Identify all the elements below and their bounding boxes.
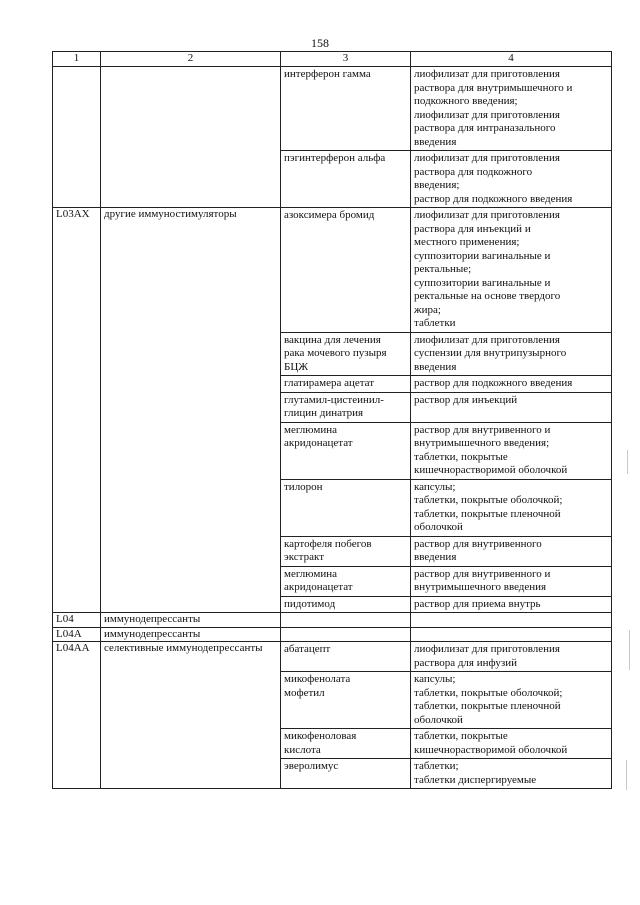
dosage-form-cell xyxy=(411,536,612,566)
dosage-form-cell xyxy=(411,759,612,789)
dosage-form-cell-line: таблетки диспергируемые xyxy=(414,773,537,786)
drug-name-cell xyxy=(281,376,411,393)
atc-group-cell xyxy=(101,566,281,596)
dosage-form-cell-line: лиофилизат для приготовления xyxy=(414,333,560,346)
dosage-form-cell-line: раствор для приема внутрь xyxy=(414,597,541,610)
dosage-form-cell-line: местного применения; xyxy=(414,236,520,248)
drug-name-cell-line: тилорон xyxy=(284,480,323,493)
dosage-form-cell-line: раствор для внутривенного и xyxy=(414,567,551,580)
dosage-form-cell xyxy=(411,332,612,376)
table-row xyxy=(53,479,612,536)
table-row xyxy=(53,566,612,596)
drug-name-cell-line: меглюмина xyxy=(284,423,337,436)
drug-name-cell-line: азоксимера бромид xyxy=(284,209,375,221)
drug-name-cell-line: вакцина для лечения xyxy=(284,333,381,346)
dosage-form-cell-line: введения xyxy=(414,135,457,148)
dosage-form-cell-line: кишечнорастворимой оболочкой xyxy=(414,464,568,476)
atc-group-cell: другие иммуностимуляторы xyxy=(101,208,281,333)
dosage-form-cell-line: кишечнорастворимой оболочкой xyxy=(414,743,568,756)
atc-code-cell: L03AX xyxy=(53,208,101,333)
atc-code-cell xyxy=(53,422,101,479)
dosage-form-cell xyxy=(411,67,612,151)
atc-code-cell: L04A xyxy=(53,627,101,642)
drug-table-body xyxy=(53,52,612,789)
drug-name-cell xyxy=(281,613,411,628)
atc-code-cell xyxy=(53,151,101,208)
dosage-form-cell-line: раствор для инъекций xyxy=(414,393,518,406)
table-row xyxy=(53,672,612,729)
dosage-form-cell xyxy=(411,566,612,596)
drug-name-cell xyxy=(281,422,411,479)
dosage-form-cell-line: лиофилизат для приготовления xyxy=(414,643,560,655)
dosage-form-cell-line: таблетки xyxy=(414,317,456,329)
drug-name-cell-line: глутамил-цистеинил- xyxy=(284,393,384,406)
table-row xyxy=(53,208,612,333)
atc-group-cell xyxy=(101,479,281,536)
column-header-2: 2 xyxy=(101,52,281,67)
page-number: 158 xyxy=(311,36,329,50)
drug-name-cell-line: микофеноловая xyxy=(284,730,357,742)
dosage-form-cell-line: лиофилизат для приготовления xyxy=(414,152,560,164)
dosage-form-cell-line: капсулы; xyxy=(414,673,456,685)
drug-name-cell-line: глатирамера ацетат xyxy=(284,377,375,389)
column-header-3: 3 xyxy=(281,52,411,67)
atc-code-cell: L04AA xyxy=(53,642,101,672)
table-row xyxy=(53,422,612,479)
atc-group-cell: иммунодепрессанты xyxy=(101,613,281,628)
drug-name-cell-line: мофетил xyxy=(284,686,325,699)
drug-name-cell xyxy=(281,642,411,672)
atc-group-cell xyxy=(101,759,281,789)
drug-name-cell-line: БЦЖ xyxy=(284,360,309,373)
dosage-form-cell-line: капсулы; xyxy=(414,480,456,493)
atc-code-cell xyxy=(53,672,101,729)
dosage-form-cell-line: таблетки; xyxy=(414,760,459,772)
drug-name-cell-line: абатацепт xyxy=(284,643,331,655)
dosage-form-cell-line: суппозитории вагинальные и xyxy=(414,276,551,289)
dosage-form-cell-line: таблетки, покрытые xyxy=(414,450,508,463)
atc-code-cell xyxy=(53,392,101,422)
atc-code-cell xyxy=(53,566,101,596)
dosage-form-cell xyxy=(411,479,612,536)
drug-name-cell xyxy=(281,627,411,642)
scan-artifact xyxy=(626,760,627,790)
drug-name-cell xyxy=(281,536,411,566)
atc-group-cell xyxy=(101,422,281,479)
drug-name-cell xyxy=(281,479,411,536)
dosage-form-cell-line: ректальные на основе твердого xyxy=(414,290,561,302)
drug-name-cell xyxy=(281,759,411,789)
table-row xyxy=(53,642,612,672)
drug-name-cell-line: интерферон гамма xyxy=(284,68,371,80)
atc-code-cell xyxy=(53,67,101,151)
drug-table xyxy=(52,51,612,789)
drug-name-cell-line: пидотимод xyxy=(284,597,336,610)
dosage-form-cell-line: раствор для подкожного введения xyxy=(414,377,573,389)
drug-name-cell-line: картофеля побегов xyxy=(284,537,372,550)
column-header-1: 1 xyxy=(53,52,101,67)
dosage-form-cell-line: суппозитории вагинальные и xyxy=(414,249,551,262)
dosage-form-cell-line: лиофилизат для приготовления xyxy=(414,68,560,80)
atc-group-cell xyxy=(101,392,281,422)
atc-group-cell xyxy=(101,376,281,393)
drug-name-cell-line: меглюмина xyxy=(284,567,337,580)
dosage-form-cell-line: таблетки, покрытые xyxy=(414,730,508,742)
drug-name-cell xyxy=(281,332,411,376)
dosage-form-cell xyxy=(411,596,612,613)
drug-name-cell-line: акридонацетат xyxy=(284,581,353,593)
atc-group-cell xyxy=(101,672,281,729)
drug-name-cell xyxy=(281,672,411,729)
dosage-form-cell xyxy=(411,151,612,208)
drug-name-cell-line: кислота xyxy=(284,743,321,756)
atc-code-cell xyxy=(53,536,101,566)
drug-name-cell xyxy=(281,392,411,422)
drug-name-cell xyxy=(281,729,411,759)
dosage-form-cell-line: лиофилизат для приготовления xyxy=(414,209,560,221)
dosage-form-cell-line: раствор для подкожного введения xyxy=(414,192,573,205)
dosage-form-cell-line: оболочкой xyxy=(414,521,463,533)
dosage-form-cell xyxy=(411,613,612,628)
drug-name-cell-line: пэгинтерферон альфа xyxy=(284,152,386,164)
dosage-form-cell-line: раствора для подкожного xyxy=(414,165,533,178)
atc-code-cell xyxy=(53,376,101,393)
dosage-form-cell xyxy=(411,208,612,333)
dosage-form-cell xyxy=(411,376,612,393)
atc-group-cell xyxy=(101,67,281,151)
dosage-form-cell-line: раствора для инъекций и xyxy=(414,222,531,235)
dosage-form-cell-line: внутримышечного введения xyxy=(414,581,547,593)
dosage-form-cell-line: введения; xyxy=(414,179,460,191)
dosage-form-cell-line: раствор для внутривенного и xyxy=(414,423,551,436)
atc-code-cell xyxy=(53,759,101,789)
atc-group-cell xyxy=(101,536,281,566)
dosage-form-cell-line: лиофилизат для приготовления xyxy=(414,108,560,121)
column-header-4: 4 xyxy=(411,52,612,67)
table-row xyxy=(53,627,612,642)
drug-name-cell-line: рака мочевого пузыря xyxy=(284,347,387,359)
atc-code-cell: L04 xyxy=(53,613,101,628)
dosage-form-cell-line: таблетки, покрытые оболочкой; xyxy=(414,686,563,699)
drug-name-cell xyxy=(281,596,411,613)
dosage-form-cell xyxy=(411,392,612,422)
drug-name-cell-line: микофенолата xyxy=(284,673,351,685)
drug-name-cell-line: акридонацетат xyxy=(284,437,353,449)
dosage-form-cell-line: жира; xyxy=(414,303,441,316)
dosage-form-cell-line: раствор для внутривенного xyxy=(414,537,542,550)
drug-name-cell-line: глицин динатрия xyxy=(284,407,364,419)
dosage-form-cell-line: суспензии для внутрипузырного xyxy=(414,347,567,359)
dosage-form-cell-line: внутримышечного введения; xyxy=(414,437,550,449)
table-row xyxy=(53,376,612,393)
drug-name-cell xyxy=(281,151,411,208)
dosage-form-cell-line: оболочкой xyxy=(414,713,463,726)
dosage-form-cell-line: введения xyxy=(414,360,457,373)
dosage-form-cell xyxy=(411,627,612,642)
scan-artifact xyxy=(627,450,628,474)
dosage-form-cell-line: ректальные; xyxy=(414,263,472,275)
atc-group-cell xyxy=(101,596,281,613)
dosage-form-cell xyxy=(411,729,612,759)
table-row xyxy=(53,536,612,566)
table-header-row xyxy=(53,52,612,67)
drug-name-cell xyxy=(281,67,411,151)
atc-group-cell: селективные иммунодепрессанты xyxy=(101,642,281,672)
atc-group-cell xyxy=(101,729,281,759)
dosage-form-cell xyxy=(411,642,612,672)
scan-artifact xyxy=(629,630,630,670)
table-row xyxy=(53,596,612,613)
dosage-form-cell-line: раствора для интраназального xyxy=(414,122,556,134)
atc-group-cell xyxy=(101,151,281,208)
dosage-form-cell xyxy=(411,672,612,729)
drug-name-cell-line: экстракт xyxy=(284,551,325,563)
atc-code-cell xyxy=(53,479,101,536)
dosage-form-cell-line: таблетки, покрытые оболочкой; xyxy=(414,494,563,506)
atc-code-cell xyxy=(53,596,101,613)
table-row xyxy=(53,613,612,628)
table-row xyxy=(53,151,612,208)
dosage-form-cell-line: таблетки, покрытые пленочной xyxy=(414,507,561,520)
drug-name-cell-line: эверолимус xyxy=(284,760,339,772)
table-row xyxy=(53,392,612,422)
dosage-form-cell-line: таблетки, покрытые пленочной xyxy=(414,700,561,712)
table-row xyxy=(53,729,612,759)
dosage-form-cell-line: раствора для инфузий xyxy=(414,656,517,669)
table-row xyxy=(53,759,612,789)
table-row xyxy=(53,67,612,151)
drug-name-cell xyxy=(281,208,411,333)
dosage-form-cell-line: раствора для внутримышечного и xyxy=(414,81,573,94)
atc-code-cell xyxy=(53,332,101,376)
atc-group-cell xyxy=(101,332,281,376)
dosage-form-cell-line: введения xyxy=(414,551,457,563)
dosage-form-cell xyxy=(411,422,612,479)
atc-group-cell: иммунодепрессанты xyxy=(101,627,281,642)
dosage-form-cell-line: подкожного введения; xyxy=(414,95,518,107)
drug-name-cell xyxy=(281,566,411,596)
table-row xyxy=(53,332,612,376)
atc-code-cell xyxy=(53,729,101,759)
